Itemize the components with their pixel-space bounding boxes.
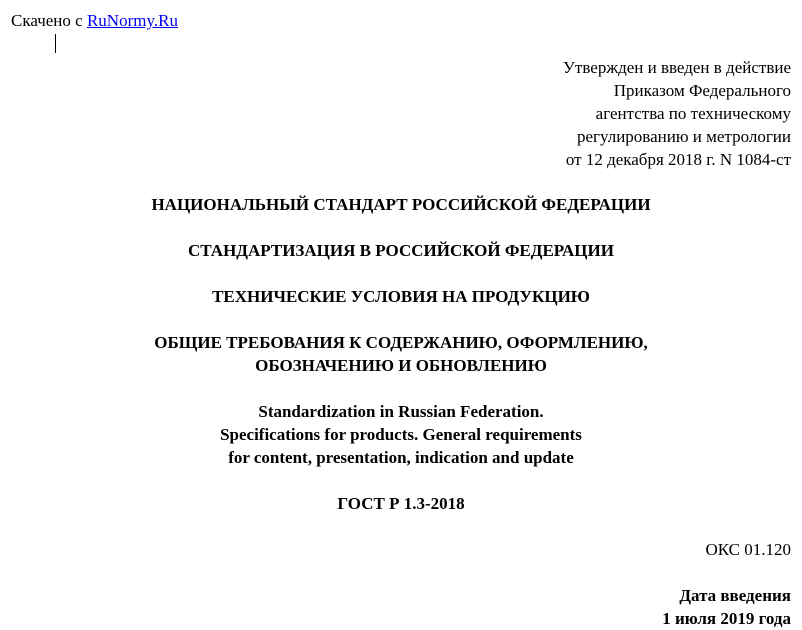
english-title-line-2: Specifications for products. General requirements (220, 425, 582, 444)
introduction-date: 1 июля 2019 года (662, 609, 791, 628)
runormy-link[interactable]: RuNormy.Ru (86, 11, 178, 30)
national-standard-title (0, 193, 802, 216)
approval-line-1: Утвержден и введен в действие (562, 58, 791, 77)
introduction-date-label: Дата введения (679, 586, 791, 605)
technical-conditions-title (0, 285, 802, 308)
english-title (0, 400, 802, 469)
download-source-line (11, 10, 178, 32)
approval-line-5: от 12 декабря 2018 г. N 1084-ст (565, 150, 791, 169)
national-standard-text: НАЦИОНАЛЬНЫЙ СТАНДАРТ РОССИЙСКОЙ ФЕДЕРАЦИИ (151, 195, 651, 214)
standardization-text: СТАНДАРТИЗАЦИЯ В РОССИЙСКОЙ ФЕДЕРАЦИИ (188, 241, 614, 260)
gost-number (0, 492, 802, 515)
general-requirements-line-1: ОБЩИЕ ТРЕБОВАНИЯ К СОДЕРЖАНИЮ, ОФОРМЛЕНИЮ, (154, 333, 648, 352)
approval-block (563, 56, 791, 171)
download-source-prefix: Скачено с (11, 11, 83, 30)
general-requirements-line-2: ОБОЗНАЧЕНИЮ И ОБНОВЛЕНИЮ (255, 356, 547, 375)
approval-line-2: Приказом Федерального (613, 81, 791, 100)
approval-line-3: агентства по техническому (595, 104, 791, 123)
general-requirements-title (0, 331, 802, 377)
gost-number-text: ГОСТ Р 1.3-2018 (337, 494, 465, 513)
standardization-title (0, 239, 802, 262)
english-title-line-3: for content, presentation, indication and update (228, 448, 574, 467)
english-title-line-1: Standardization in Russian Federation. (258, 402, 544, 421)
text-cursor (55, 34, 56, 53)
approval-line-4: регулированию и метрологии (576, 127, 791, 146)
oks-code: ОКС 01.120 (705, 540, 791, 559)
technical-conditions-text: ТЕХНИЧЕСКИЕ УСЛОВИЯ НА ПРОДУКЦИЮ (212, 287, 590, 306)
